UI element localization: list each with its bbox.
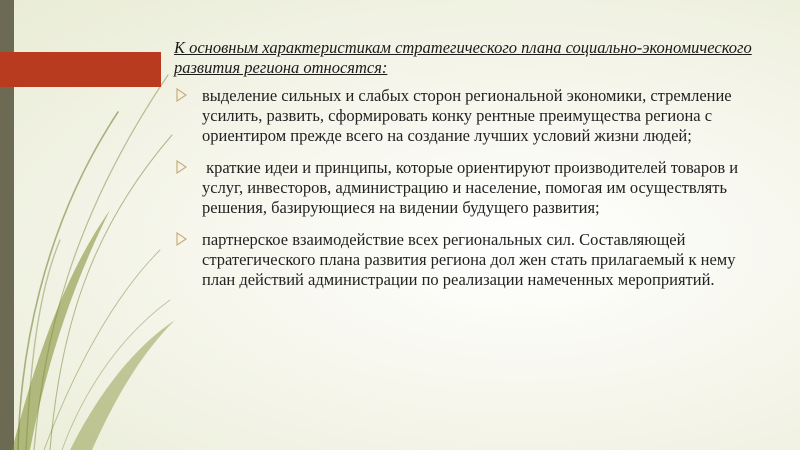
bullet-text: выделение сильных и слабых сторон региональной экономики, стремление усилить, развить, сформировать конку рентные преимущества региона с ориентиром прежде всего на создание лучших условий жизни людей; (202, 86, 732, 145)
slide-content (174, 38, 754, 302)
hollow-arrow-bullet-icon (176, 232, 188, 246)
slide-heading: К основным характеристикам стратегического плана социально-экономического развития региона относятся: (174, 38, 752, 77)
bullet-list (174, 86, 754, 290)
list-item (174, 230, 754, 290)
hollow-arrow-bullet-icon (176, 88, 188, 102)
accent-bar (0, 52, 161, 87)
list-item (174, 158, 754, 218)
hollow-arrow-bullet-icon (176, 160, 188, 174)
list-item (174, 86, 754, 146)
bullet-text: партнерское взаимодействие всех региональных сил. Составляющей стратегического плана развития региона дол жен стать прилагаемый к нему план действий администрации по реализации намеченных мероприятий. (202, 230, 736, 289)
bullet-text: краткие идеи и принципы, которые ориентируют производителей товаров и услуг, инвесторов, администрацию и население, помогая им осуществлять решения, базирующиеся на видении будущего развития; (202, 158, 743, 217)
